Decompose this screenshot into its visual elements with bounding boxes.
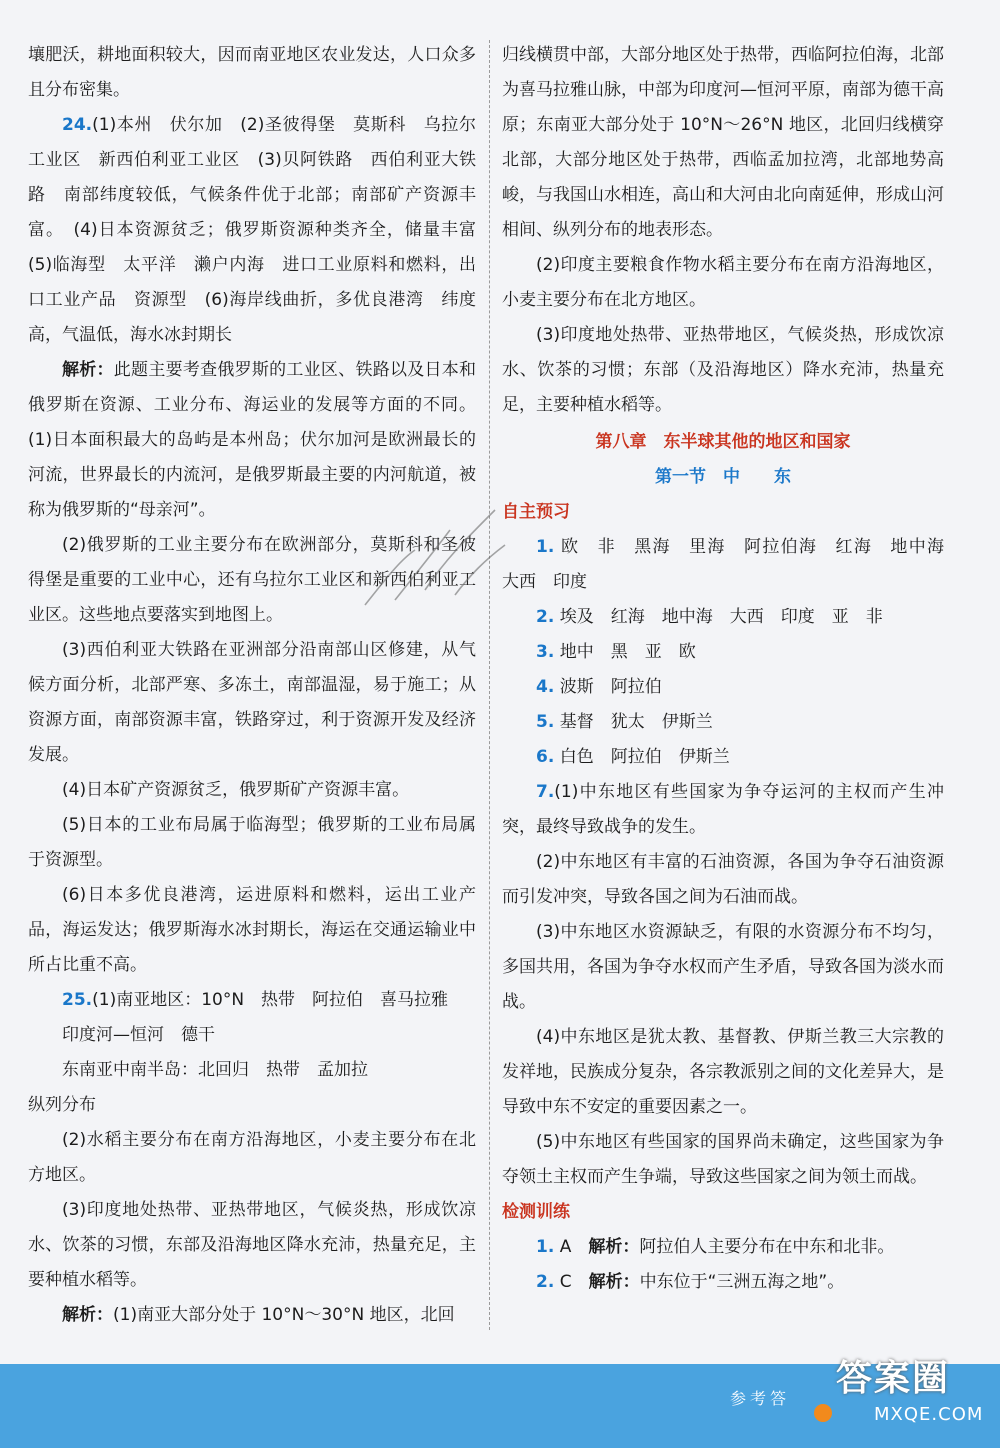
paragraph: (3)中东地区水资源缺乏，有限的水资源分布不均匀，多国共用，各国为争夺水权而产生矛盾，导致各国为淡水而战。: [502, 922, 944, 1012]
analysis-text: 阿拉伯人主要分布在中东和北非。: [639, 1237, 895, 1257]
watermark-logo: [800, 1346, 1000, 1448]
preview-item: [502, 740, 944, 775]
preview-item: [502, 670, 944, 705]
preview-item: [502, 530, 962, 600]
item-number: 6.: [536, 747, 555, 767]
paragraph: (3)印度地处热带、亚热带地区，气候炎热，形成饮凉水、饮茶的习惯，东部及沿海地区降水充沛，热量充足，主要种植水稻等。: [28, 1200, 476, 1290]
paragraph: (4)日本矿产资源贫乏，俄罗斯矿产资源丰富。: [62, 780, 410, 800]
item-text: 波斯 阿拉伯: [559, 677, 662, 697]
tag-test: 检测训练: [502, 1202, 570, 1222]
paragraph: (2)中东地区有丰富的石油资源，各国为争夺石油资源而引发冲突，导致各国之间为石油而战。: [502, 852, 944, 907]
paragraph: (2)俄罗斯的工业主要分布在欧洲部分，莫斯科和圣彼得堡是重要的工业中心，还有乌拉尔工业区和新西伯利亚工业区。这些地点要落实到地图上。: [28, 535, 476, 625]
question-7: [502, 775, 944, 845]
question-25: [28, 983, 476, 1018]
item-number: 3.: [536, 642, 555, 662]
paragraph: 归线横贯中部，大部分地区处于热带，西临阿拉伯海，北部为喜马拉雅山脉，中部为印度河—恒河平原，南部为德干高原；东南亚大部分处于 10°N～26°N 地区，北回归线横穿北部，大部分地区处于热带，西临孟加拉湾，北部地势高峻，与我国山水相连，高山和大河由北向南延伸，形成山河相间、纵列分布的地表形态。: [502, 45, 944, 240]
question-number: 7.: [536, 782, 555, 802]
test-item-2: [502, 1265, 944, 1300]
analysis-text: (1)南亚大部分处于 10°N～30°N 地区，北回: [113, 1305, 455, 1325]
item-number: 5.: [536, 712, 555, 732]
analysis-text: 中东位于“三洲五海之地”。: [639, 1272, 845, 1292]
section-title: 第一节 中 东: [655, 467, 791, 487]
item-number: 2.: [536, 607, 555, 627]
analysis-label: 解析：: [588, 1237, 640, 1257]
paragraph: (5)中东地区有些国家的国界尚未确定，这些国家为争夺领土主权而产生争端，导致这些国家之间为领土而战。: [502, 1132, 944, 1187]
preview-item: [502, 635, 944, 670]
test-item-1: [502, 1230, 944, 1265]
tag-preview: 自主预习: [502, 502, 570, 522]
question-number: 2.: [536, 1272, 555, 1292]
item-text: 欧 非 黑海 里海 阿拉伯海 红海 地中海 大西 印度: [502, 537, 962, 592]
logo-text: 答案圈: [836, 1358, 951, 1399]
item-text: 基督 犹太 伊斯兰: [559, 712, 713, 732]
answer-text: (1)本州 伏尔加 (2)圣彼得堡 莫斯科 乌拉尔工业区 新西伯利亚工业区 (3)贝阿铁路 西伯利亚大铁路 南部纬度较低，气候条件优于北部；南部矿产资源丰富。 (4)日本资源贫乏；俄罗斯资源种类齐全，储量丰富 (5)临海型 太平洋 濑户内海 进口工业原料和燃料，出口工业产品 资源型 (6)海岸线曲折，多优良港湾 纬度高，气温低，海水冰封期长: [28, 115, 493, 345]
answer-line: 纵列分布: [28, 1095, 96, 1115]
preview-items: [502, 530, 962, 775]
item-text: 埃及 红海 地中海 大西 印度 亚 非: [559, 607, 883, 627]
question-number: 25.: [62, 990, 93, 1010]
analysis-label: 解析：: [588, 1272, 640, 1292]
question-number: 1.: [536, 1237, 555, 1257]
preview-item: [502, 705, 944, 740]
answer-choice: C: [559, 1272, 572, 1292]
paragraph: (2)水稻主要分布在南方沿海地区，小麦主要分布在北方地区。: [28, 1130, 476, 1185]
paragraph: (3)西伯利亚大铁路在亚洲部分沿南部山区修建，从气候方面分析，北部严寒、多冻土，南部温湿，易于施工；从资源方面，南部资源丰富，铁路穿过，利于资源开发及经济发展。: [28, 640, 476, 765]
paragraph: (6)日本多优良港湾，运进原料和燃料，运出工业产品，海运发达；俄罗斯海水冰封期长，海运在交通运输业中所占比重不高。: [28, 885, 476, 975]
item-number: 1.: [536, 537, 555, 557]
analysis-label: 解析：: [62, 360, 114, 380]
analysis-text: 此题主要考查俄罗斯的工业区、铁路以及日本和俄罗斯在资源、工业分布、海运业的发展等方面的不同。(1)日本面积最大的岛屿是本州岛；伏尔加河是欧洲最长的河流，世界最长的内流河，是俄罗斯最主要的内河航道，被称为俄罗斯的“母亲河”。: [28, 360, 477, 520]
answer-line: 东南亚中南半岛：北回归 热带 孟加拉: [62, 1060, 368, 1080]
paragraph: 壤肥沃，耕地面积较大，因而南亚地区农业发达，人口众多且分布密集。: [28, 45, 476, 100]
left-column: [28, 38, 493, 1333]
handwritten-stamp: [355, 490, 515, 620]
logo-url: MXQE.COM: [874, 1404, 984, 1425]
paragraph: (3)印度地处热带、亚热带地区，气候炎热，形成饮凉水、饮茶的习惯；东部（及沿海地区）降水充沛，热量充足，主要种植水稻等。: [502, 325, 944, 415]
paragraph: (4)中东地区是犹太教、基督教、伊斯兰教三大宗教的发祥地，民族成分复杂，各宗教派别之间的文化差异大，是导致中东不安定的重要因素之一。: [502, 1027, 944, 1117]
question-number: 24.: [62, 115, 93, 135]
paragraph: (5)日本的工业布局属于临海型；俄罗斯的工业布局属于资源型。: [28, 815, 476, 870]
chapter-title: 第八章 东半球其他的地区和国家: [595, 432, 851, 452]
answer-text: (1)南亚地区：10°N 热带 阿拉伯 喜马拉雅: [92, 990, 449, 1010]
answer-choice: A: [559, 1237, 572, 1257]
question-24: [28, 108, 493, 353]
item-number: 4.: [536, 677, 555, 697]
right-column: [502, 38, 962, 1300]
column-divider: [489, 40, 490, 1330]
analysis-25: [28, 1298, 476, 1333]
logo-badge-icon: [814, 1404, 832, 1422]
analysis-label: 解析：: [62, 1305, 113, 1325]
item-text: 地中 黑 亚 欧: [559, 642, 696, 662]
item-text: 白色 阿拉伯 伊斯兰: [559, 747, 730, 767]
paragraph: (2)印度主要粮食作物水稻主要分布在南方沿海地区，小麦主要分布在北方地区。: [502, 255, 944, 310]
footer-label: 参考答: [729, 1389, 790, 1408]
answer-text: (1)中东地区有些国家为争夺运河的主权而产生冲突，最终导致战争的发生。: [502, 782, 944, 837]
answer-line: 印度河—恒河 德干: [62, 1025, 215, 1045]
preview-item: [502, 600, 944, 635]
